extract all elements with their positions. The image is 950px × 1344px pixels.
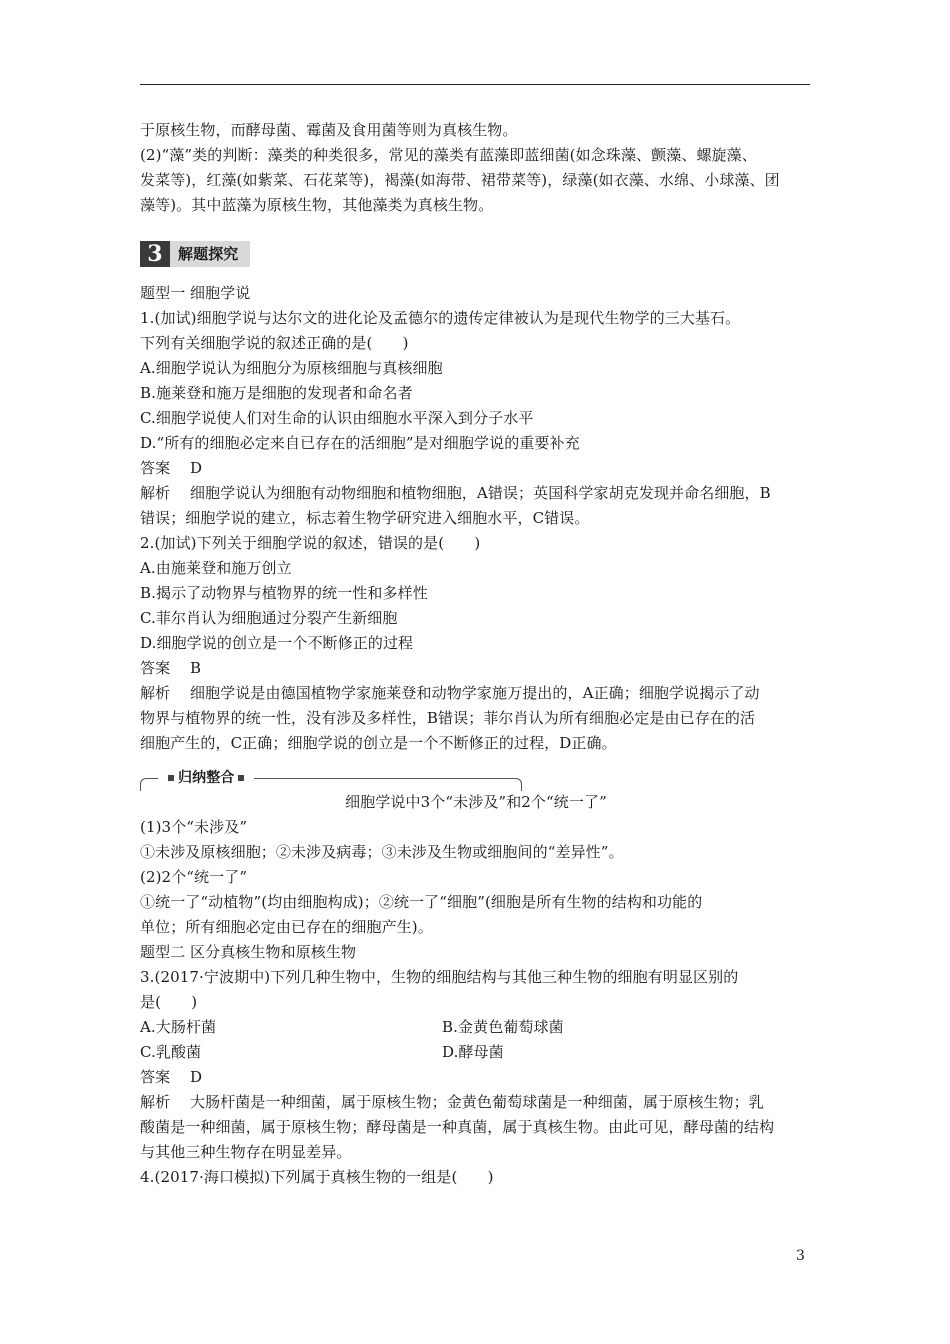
question-stem: 是( )	[140, 993, 198, 1011]
answer-label: 答案	[140, 459, 171, 477]
option-c: C.细胞学说使人们对生命的认识由细胞水平深入到分子水平	[140, 409, 534, 427]
question-type-heading	[140, 940, 812, 965]
question-stem: 下列有关细胞学说的叙述正确的是( )	[140, 334, 409, 352]
options-row	[140, 1040, 812, 1065]
question-stem: 4.(2017·海口模拟)下列属于真核生物的一组是( )	[140, 1168, 494, 1186]
summary-line: (2)2个“统一了”	[140, 868, 248, 886]
option-d: D.酵母菌	[442, 1043, 504, 1061]
option-d: D.细胞学说的创立是一个不断修正的过程	[140, 634, 414, 652]
page-number: 3	[796, 1248, 805, 1264]
answer-value: B	[190, 659, 202, 677]
analysis-text: 酸菌是一种细菌，属于原核生物；酵母菌是一种真菌，属于真核生物。由此可见，酵母菌的结构	[140, 1118, 775, 1136]
analysis-text: 与其他三种生物存在明显差异。	[140, 1143, 352, 1161]
intro-line: 藻等)。其中蓝藻为原核生物，其他藻类为真核生物。	[140, 196, 494, 214]
option-c: C.菲尔肖认为细胞通过分裂产生新细胞	[140, 609, 398, 627]
option-a: A.大肠杆菌	[140, 1018, 217, 1036]
option-b: B.金黄色葡萄球菌	[442, 1018, 564, 1036]
analysis-line	[140, 481, 812, 506]
answer-value: D	[190, 459, 203, 477]
option-c: C.乳酸菌	[140, 1043, 202, 1061]
summary-line: ①未涉及原核细胞；②未涉及病毒；③未涉及生物或细胞间的“差异性”。	[140, 843, 624, 861]
intro-line: 于原核生物，而酵母菌、霉菌及食用菌等则为真核生物。	[140, 121, 518, 139]
answer-line	[140, 456, 812, 481]
option-a: A.细胞学说认为细胞分为原核细胞与真核细胞	[140, 359, 443, 377]
option-d: D.“所有的细胞必定来自已存在的活细胞”是对细胞学说的重要补充	[140, 434, 580, 452]
answer-line	[140, 1065, 812, 1090]
analysis-line	[140, 681, 812, 706]
summary-box-header	[140, 768, 812, 790]
question-type-label: 题型二	[140, 943, 186, 961]
intro-line: 发菜等)，红藻(如紫菜、石花菜等)，褐藻(如海带、裙带菜等)，绿藻(如衣藻、水绵、小球藻、团	[140, 171, 780, 189]
analysis-label: 解析	[140, 684, 171, 702]
question-type-label: 题型一	[140, 284, 186, 302]
question-type-title: 细胞学说	[190, 284, 251, 302]
square-bullet-icon	[168, 775, 174, 781]
intro-line: (2)“藻”类的判断：藻类的种类很多，常见的藻类有蓝藻即蓝细菌(如念珠藻、颤藻、螺旋藻、	[140, 146, 757, 164]
question-type-title: 区分真核生物和原核生物	[190, 943, 357, 961]
analysis-text: 细胞学说是由德国植物学家施莱登和动物学家施万提出的，A正确；细胞学说揭示了动	[190, 684, 760, 702]
page-content	[140, 118, 812, 1190]
analysis-line	[140, 1090, 812, 1115]
section-heading	[140, 241, 812, 267]
section-title: 解题探究	[170, 241, 250, 267]
option-b: B.施莱登和施万是细胞的发现者和命名者	[140, 384, 413, 402]
analysis-text: 错误；细胞学说的建立，标志着生物学研究进入细胞水平，C错误。	[140, 509, 590, 527]
answer-value: D	[190, 1068, 203, 1086]
analysis-text: 细胞产生的，C正确；细胞学说的创立是一个不断修正的过程，D正确。	[140, 734, 617, 752]
question-type-heading	[140, 281, 812, 306]
analysis-label: 解析	[140, 1093, 171, 1111]
summary-title: 细胞学说中3个“未涉及”和2个“统一了”	[345, 793, 607, 811]
summary-line: ①统一了“动植物”(均由细胞构成)；②统一了“细胞”(细胞是所有生物的结构和功能的	[140, 893, 703, 911]
header-rule	[140, 84, 810, 85]
question-stem: 3.(2017·宁波期中)下列几种生物中，生物的细胞结构与其他三种生物的细胞有明显区别的	[140, 968, 739, 986]
question-stem: 1.(加试)细胞学说与达尔文的进化论及孟德尔的遗传定律被认为是现代生物学的三大基石。	[140, 309, 741, 327]
summary-line: 单位；所有细胞必定由已存在的细胞产生)。	[140, 918, 433, 936]
question-stem: 2.(加试)下列关于细胞学说的叙述，错误的是( )	[140, 534, 481, 552]
summary-label-text: 归纳整合	[178, 770, 235, 786]
answer-label: 答案	[140, 1068, 171, 1086]
answer-line	[140, 656, 812, 681]
option-b: B.揭示了动物界与植物界的统一性和多样性	[140, 584, 428, 602]
analysis-text: 物界与植物界的统一性，没有涉及多样性，B错误；菲尔肖认为所有细胞必定是由已存在的活	[140, 709, 756, 727]
answer-label: 答案	[140, 659, 171, 677]
analysis-text: 大肠杆菌是一种细菌，属于原核生物；金黄色葡萄球菌是一种细菌，属于原核生物；乳	[190, 1093, 764, 1111]
analysis-label: 解析	[140, 484, 171, 502]
section-number: 3	[140, 241, 170, 267]
analysis-text: 细胞学说认为细胞有动物细胞和植物细胞，A错误；英国科学家胡克发现并命名细胞，B	[190, 484, 771, 502]
summary-line: (1)3个“未涉及”	[140, 818, 248, 836]
option-a: A.由施莱登和施万创立	[140, 559, 292, 577]
summary-label	[158, 768, 254, 788]
square-bullet-icon	[238, 775, 244, 781]
options-row	[140, 1015, 812, 1040]
